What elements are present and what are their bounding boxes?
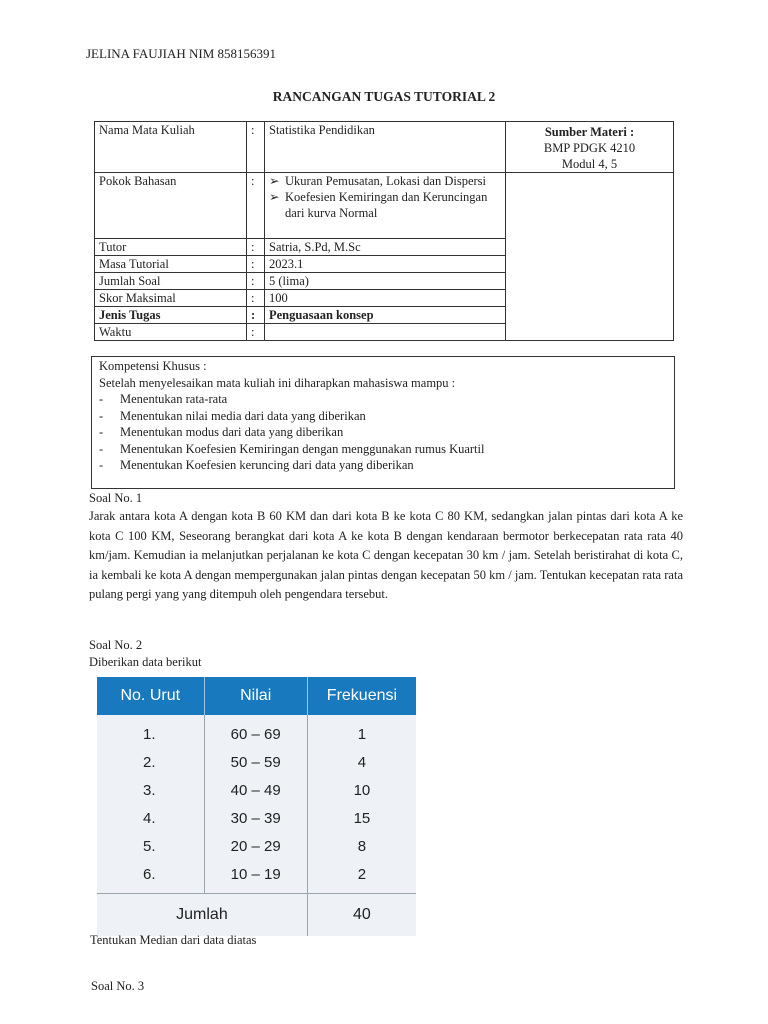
soal2-intro: Diberikan data berikut xyxy=(89,655,202,669)
bullet-item: ➢ Koefesien Kemiringan dan Keruncingan dari kurva Normal xyxy=(269,190,488,220)
colon: : xyxy=(247,307,265,324)
value-tutor: Satria, S.Pd, M.Sc xyxy=(265,239,506,256)
empty-cell xyxy=(506,173,674,341)
total-label: Jumlah xyxy=(97,894,307,937)
colon: : xyxy=(247,273,265,290)
soal1-heading: Soal No. 1 xyxy=(89,491,143,505)
label-nama-mata-kuliah: Nama Mata Kuliah xyxy=(95,122,247,173)
colon: : xyxy=(247,256,265,273)
bullet-item: ➢ Ukuran Pemusatan, Lokasi dan Dispersi xyxy=(269,174,487,188)
colon: : xyxy=(247,239,265,256)
document-title: RANCANGAN TUGAS TUTORIAL 2 xyxy=(272,89,496,104)
header-no-urut: No. Urut xyxy=(97,677,204,715)
soal2-heading: Soal No. 2 xyxy=(89,638,143,652)
label-jenis-tugas: Jenis Tugas xyxy=(95,307,247,324)
sumber-materi-line2: Modul 4, 5 xyxy=(561,157,618,171)
arrow-bullet-icon: ➢ xyxy=(269,190,280,204)
header-frekuensi: Frekuensi xyxy=(307,677,416,715)
colon: : xyxy=(247,173,265,239)
sumber-materi-line1: BMP PDGK 4210 xyxy=(543,141,636,155)
kompetensi-item: - Menentukan nilai media dari data yang diberikan xyxy=(99,408,366,423)
kompetensi-box xyxy=(91,356,675,489)
label-skor-maksimal: Skor Maksimal xyxy=(95,290,247,307)
kompetensi-item: - Menentukan Koefesien Kemiringan dengan menggunakan rumus Kuartil xyxy=(99,441,485,456)
sumber-materi-cell xyxy=(506,122,674,173)
kompetensi-item: - Menentukan Koefesien keruncing dari data yang diberikan xyxy=(99,458,414,472)
value-jumlah-soal: 5 (lima) xyxy=(265,273,506,290)
kompetensi-item: - Menentukan rata-rata xyxy=(99,392,228,406)
table-row: 4. 30 – 39 15 xyxy=(97,804,416,832)
table-row: 6. 10 – 19 2 xyxy=(97,860,416,894)
colon: : xyxy=(247,324,265,341)
header-nilai: Nilai xyxy=(204,677,307,715)
table-total-row xyxy=(97,894,416,937)
soal2-question: Tentukan Median dari data diatas xyxy=(90,933,257,947)
value-nama-mata-kuliah: Statistika Pendidikan xyxy=(265,122,506,173)
kompetensi-intro: Setelah menyelesaikan mata kuliah ini diharapkan mahasiswa mampu : xyxy=(99,375,456,390)
arrow-bullet-icon: ➢ xyxy=(269,174,280,188)
value-jenis-tugas: Penguasaan konsep xyxy=(265,307,506,324)
soal1-text: Jarak antara kota A dengan kota B 60 KM dan dari kota B ke kota C 80 KM, sedangkan jalan pintas dari kota A ke kota C 100 KM, Seseorang berangkat dari kota A ke kota B dengan kendaraan bermotor berkecepatan rata rata 40 km/jam. Kemudian ia melanjutkan perjalanan ke kota C dengan kecepatan 30 km / jam. Setelah beristirahat di kota C, ia kembali ke kota A dengan mempergunakan jalan pintas dengan kecepatan 50 km / jam. Tentukan kecepatan rata rata pulang pergi yang yang ditempuh oleh pengendara tersebut. xyxy=(89,509,683,602)
table-row: 1. 60 – 69 1 xyxy=(97,715,416,748)
value-masa-tutorial: 2023.1 xyxy=(265,256,506,273)
label-tutor: Tutor xyxy=(95,239,247,256)
frequency-table xyxy=(97,677,416,936)
table-row: 5. 20 – 29 8 xyxy=(97,832,416,860)
kompetensi-item: - Menentukan modus dari data yang diberikan xyxy=(99,425,344,439)
label-pokok-bahasan: Pokok Bahasan xyxy=(95,173,247,239)
label-masa-tutorial: Masa Tutorial xyxy=(95,256,247,273)
table-row: 3. 40 – 49 10 xyxy=(97,776,416,804)
value-pokok-bahasan xyxy=(265,173,506,239)
kompetensi-heading: Kompetensi Khusus : xyxy=(99,359,207,373)
table-row: 2. 50 – 59 4 xyxy=(97,748,416,776)
colon: : xyxy=(247,290,265,307)
value-waktu xyxy=(265,324,506,341)
label-jumlah-soal: Jumlah Soal xyxy=(95,273,247,290)
soal3-heading: Soal No. 3 xyxy=(91,979,145,993)
info-table xyxy=(94,121,674,341)
colon: : xyxy=(247,122,265,173)
sumber-materi-heading: Sumber Materi : xyxy=(544,125,635,139)
value-skor-maksimal: 100 xyxy=(265,290,506,307)
author-line: JELINA FAUJIAH NIM 858156391 xyxy=(86,46,277,61)
total-value: 40 xyxy=(307,894,416,937)
label-waktu: Waktu xyxy=(95,324,247,341)
